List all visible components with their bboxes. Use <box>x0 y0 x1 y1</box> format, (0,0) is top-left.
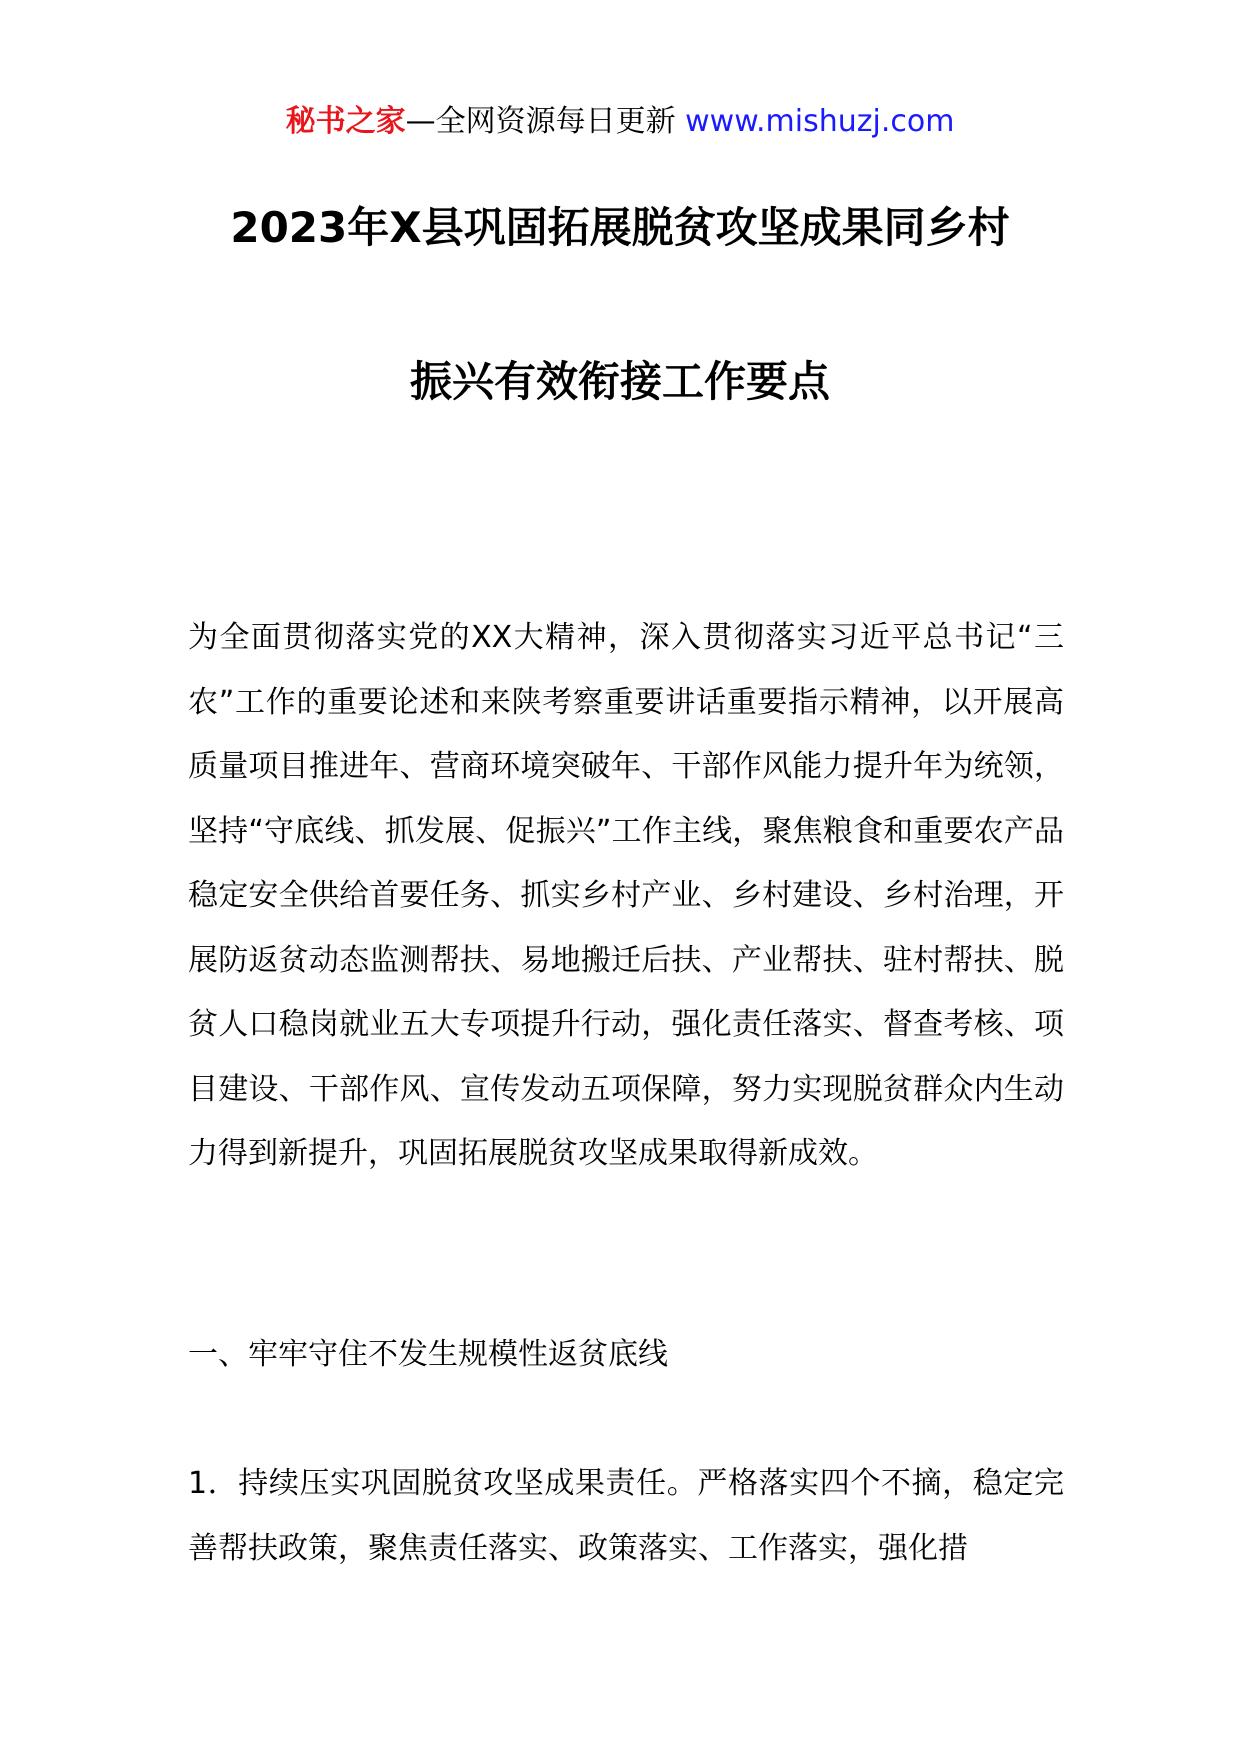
brand-name: 秘书之家 <box>285 104 406 139</box>
section-1-item-1: 1．持续压实巩固脱贫攻坚成果责任。严格落实四个不摘，稳定完善帮扶政策，聚焦责任落实、政策落实、工作落实，强化措 <box>188 1466 1064 1566</box>
site-url-link[interactable]: www.mishuzj.com <box>685 104 955 139</box>
header-slogan: —全网资源每日更新 <box>405 104 686 139</box>
document-title-line-1: 2023年X县巩固拓展脱贫攻坚成果同乡村 <box>230 203 1010 252</box>
site-header <box>0 100 1240 144</box>
intro-paragraph: 为全面贯彻落实党的XX大精神，深入贯彻落实习近平总书记“三农”工作的重要论述和来陕考察重要讲话重要指示精神，以开展高质量项目推进年、营商环境突破年、干部作风能力提升年为统领，坚持“守底线、抓发展、促振兴”工作主线，聚焦粮食和重要农产品稳定安全供给首要任务、抓实乡村产业、乡村建设、乡村治理，开展防返贫动态监测帮扶、易地搬迁后扶、产业帮扶、驻村帮扶、脱贫人口稳岗就业五大专项提升行动，强化责任落实、督查考核、项目建设、干部作风、宣传发动五项保障，努力实现脱贫群众内生动力得到新提升，巩固拓展脱贫攻坚成果取得新成效。 <box>188 620 1064 1171</box>
section-heading-1: 一、牢牢守住不发生规模性返贫底线 <box>188 1337 668 1372</box>
document-title-line-2: 振兴有效衔接工作要点 <box>409 357 830 406</box>
